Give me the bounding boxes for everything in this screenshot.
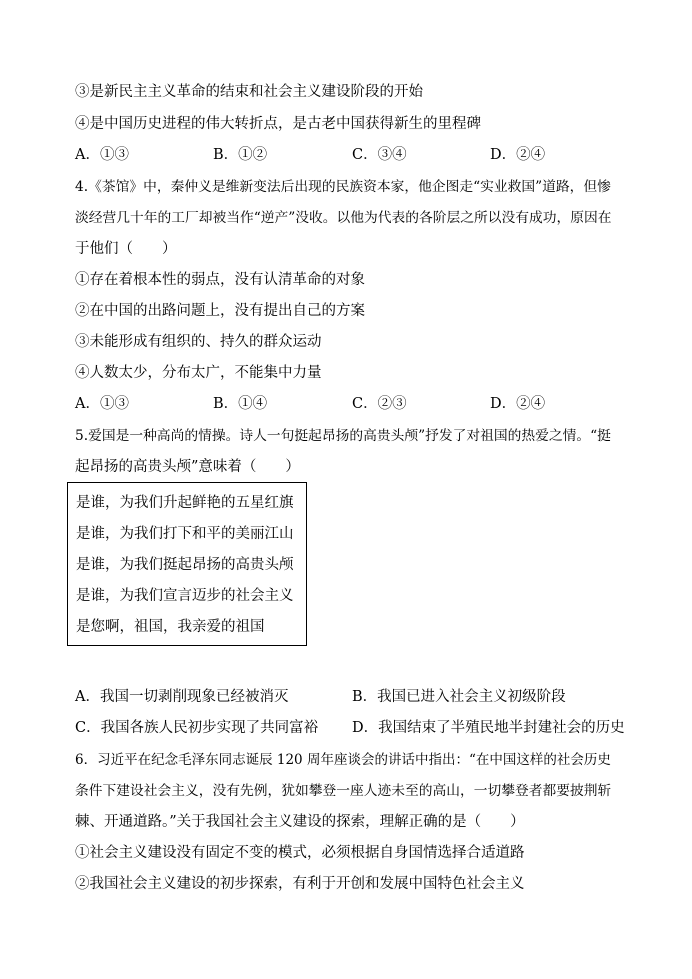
q3-option-b[interactable]: B．①② — [213, 147, 268, 163]
q5-option-d[interactable]: D．我国结束了半殖民地半封建社会的历史 — [352, 720, 625, 736]
q5-stem-line-1: 5.爱国是一种高尚的情操。诗人一句挺起昂扬的高贵头颅”抒发了对祖国的热爱之情。“挺 — [75, 428, 611, 444]
q5-option-a[interactable]: A．我国一切剥削现象已经被消灭 — [75, 689, 289, 705]
q6-item-2: ②我国社会主义建设的初步探索，有利于开创和发展中国特色社会主义 — [75, 876, 525, 892]
q4-stem-line-3: 于他们（ ） — [75, 241, 177, 257]
q4-stem-line-2: 淡经营几十年的工厂却被当作“逆产”没收。以他为代表的各阶层之所以没有成功，原因在 — [75, 210, 612, 226]
q4-item-2: ②在中国的出路问题上，没有提出自己的方案 — [75, 303, 365, 319]
q3-option-d[interactable]: D．②④ — [490, 147, 546, 163]
q4-item-3: ③未能形成有组织的、持久的群众运动 — [75, 334, 322, 350]
poem-line-5: 是您啊，祖国，我亲爱的祖国 — [76, 619, 265, 635]
poem-line-4: 是谁，为我们宣言迈步的社会主义 — [76, 588, 294, 604]
q3-item-3: ③是新民主主义革命的结束和社会主义建设阶段的开始 — [75, 84, 423, 100]
q6-stem-line-2: 条件下建设社会主义，没有先例，犹如攀登一座人迹未至的高山，一切攀登者都要披荆斩 — [75, 783, 612, 799]
q5-option-b[interactable]: B．我国已进入社会主义初级阶段 — [352, 689, 566, 705]
q5-options-row-2 — [75, 718, 625, 738]
q3-option-c[interactable]: C．③④ — [352, 147, 407, 163]
q5-option-c[interactable]: C．我国各族人民初步实现了共同富裕 — [75, 720, 319, 736]
q4-option-c[interactable]: C．②③ — [352, 396, 407, 412]
q4-options — [75, 394, 620, 414]
q6-stem-line-1: 6．习近平在纪念毛泽东同志诞辰 120 周年座谈会的讲话中指出：“在中国这样的社会历史 — [75, 752, 611, 768]
q4-item-4: ④人数太少，分布太广，不能集中力量 — [75, 365, 322, 381]
q3-option-a[interactable]: A．①③ — [75, 147, 129, 163]
q4-option-b[interactable]: B．①④ — [213, 396, 268, 412]
q3-options — [75, 145, 620, 165]
q4-item-1: ①存在着根本性的弱点，没有认清革命的对象 — [75, 272, 365, 288]
poem-line-1: 是谁，为我们升起鲜艳的五星红旗 — [76, 495, 294, 511]
q5-stem-line-2: 起昂扬的高贵头颅”意味着（ ） — [75, 459, 300, 475]
q4-option-a[interactable]: A．①③ — [75, 396, 129, 412]
q6-stem-line-3: 棘、开通道路。”关于我国社会主义建设的探索，理解正确的是（ ） — [75, 814, 525, 830]
q4-option-d[interactable]: D．②④ — [490, 396, 546, 412]
q5-options-row-1 — [75, 687, 620, 707]
q4-stem-line-1: 4.《茶馆》中，秦仲义是维新变法后出现的民族资本家，他企图走“实业救国”道路，但惨 — [75, 179, 611, 195]
poem-line-3: 是谁，为我们挺起昂扬的高贵头颅 — [76, 557, 294, 573]
q6-item-1: ①社会主义建设没有固定不变的模式，必须根据自身国情选择合适道路 — [75, 845, 525, 861]
poem-line-2: 是谁，为我们打下和平的美丽江山 — [76, 526, 294, 542]
poem-box — [67, 482, 307, 646]
q3-item-4: ④是中国历史进程的伟大转折点，是古老中国获得新生的里程碑 — [75, 116, 481, 132]
